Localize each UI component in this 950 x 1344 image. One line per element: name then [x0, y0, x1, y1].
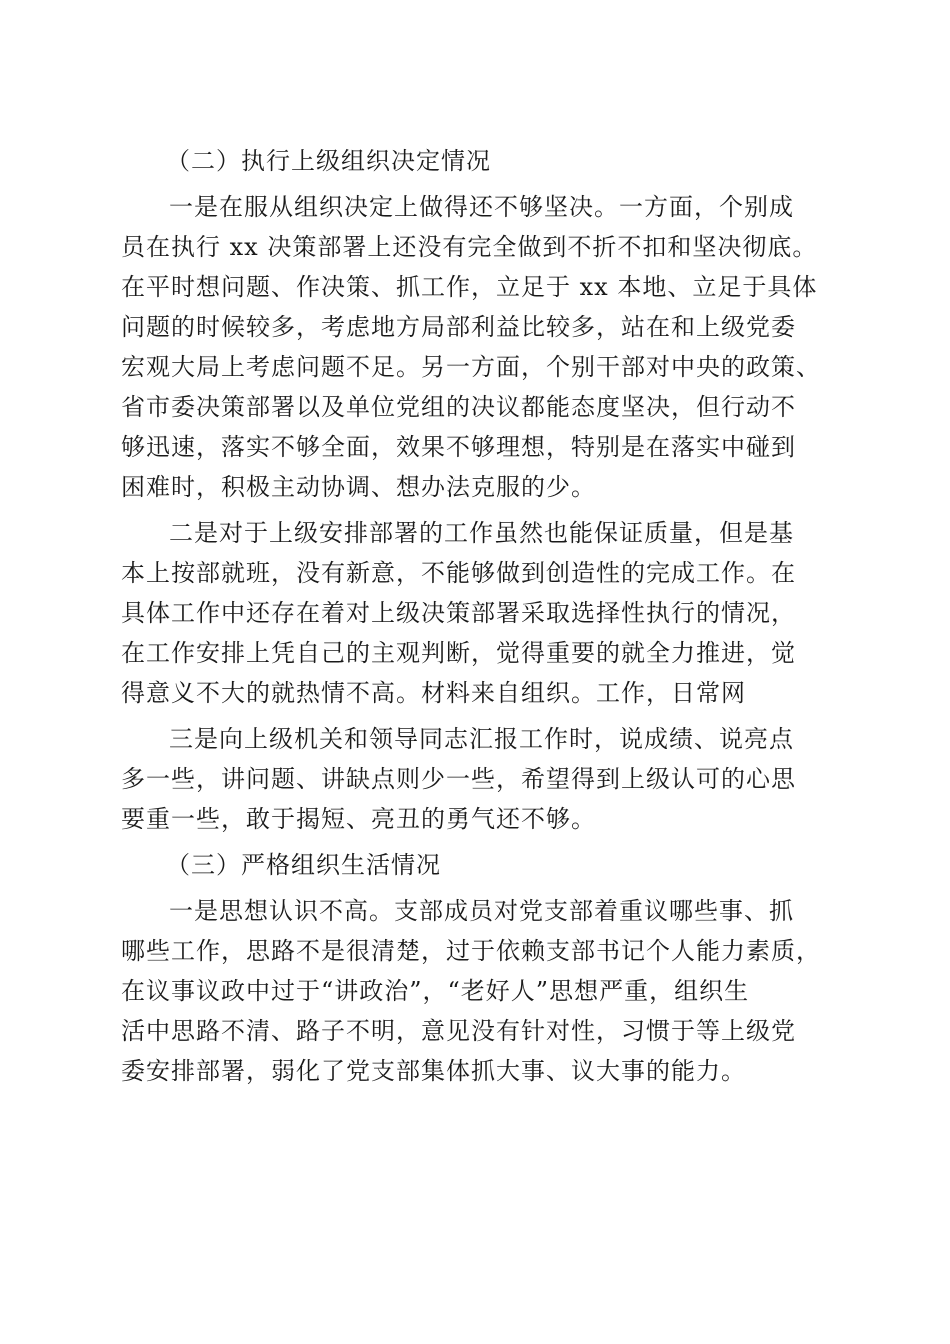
paragraph-1	[121, 187, 837, 507]
paragraph-line: 在议事议政中过于“讲政治”，“老好人”思想严重，组织生	[121, 977, 750, 1005]
paragraph-4	[121, 891, 837, 1091]
paragraph-line: 本上按部就班，没有新意，不能够做到创造性的完成工作。在	[121, 559, 796, 587]
paragraph-line: 具体工作中还存在着对上级决策部署采取选择性执行的情况，	[121, 599, 796, 627]
paragraph-line: 三是向上级机关和领导同志汇报工作时，说成绩、说亮点	[169, 725, 794, 753]
section-heading-3: （三）严格组织生活情况	[166, 851, 441, 879]
paragraph-line: 多一些，讲问题、讲缺点则少一些，希望得到上级认可的心思	[121, 765, 796, 793]
paragraph-line: 委安排部署，弱化了党支部集体抓大事、议大事的能力。	[121, 1057, 746, 1085]
paragraph-line: 哪些工作，思路不是很清楚，过于依赖支部书记个人能力素质，	[121, 937, 821, 965]
paragraph-line: 一是在服从组织决定上做得还不够坚决。一方面，个别成	[169, 193, 794, 221]
paragraph-line: 省市委决策部署以及单位党组的决议都能态度坚决，但行动不	[121, 393, 796, 421]
section-heading-2: （二）执行上级组织决定情况	[166, 147, 491, 175]
paragraph-line: 得意义不大的就热情不高。材料来自组织。工作，日常网	[121, 679, 746, 707]
paragraph-line: 在平时想问题、作决策、抓工作，立足于 xx 本地、立足于具体	[121, 273, 818, 301]
paragraph-line: 员在执行 xx 决策部署上还没有完全做到不折不扣和坚决彻底。	[121, 233, 818, 261]
paragraph-line: 一是思想认识不高。支部成员对党支部着重议哪些事、抓	[169, 897, 794, 925]
document-body	[121, 141, 837, 1097]
paragraph-line: 二是对于上级安排部署的工作虽然也能保证质量，但是基	[169, 519, 794, 547]
paragraph-line: 宏观大局上考虑问题不足。另一方面，个别干部对中央的政策、	[121, 353, 821, 381]
paragraph-line: 问题的时候较多，考虑地方局部利益比较多，站在和上级党委	[121, 313, 796, 341]
paragraph-line: 够迅速，落实不够全面，效果不够理想，特别是在落实中碰到	[121, 433, 796, 461]
paragraph-line: 在工作安排上凭自己的主观判断，觉得重要的就全力推进，觉	[121, 639, 796, 667]
paragraph-3	[121, 719, 837, 839]
paragraph-line: 要重一些，敢于揭短、亮丑的勇气还不够。	[121, 805, 596, 833]
paragraph-2	[121, 513, 837, 713]
paragraph-line: 活中思路不清、路子不明，意见没有针对性，习惯于等上级党	[121, 1017, 796, 1045]
paragraph-line: 困难时，积极主动协调、想办法克服的少。	[121, 473, 596, 501]
